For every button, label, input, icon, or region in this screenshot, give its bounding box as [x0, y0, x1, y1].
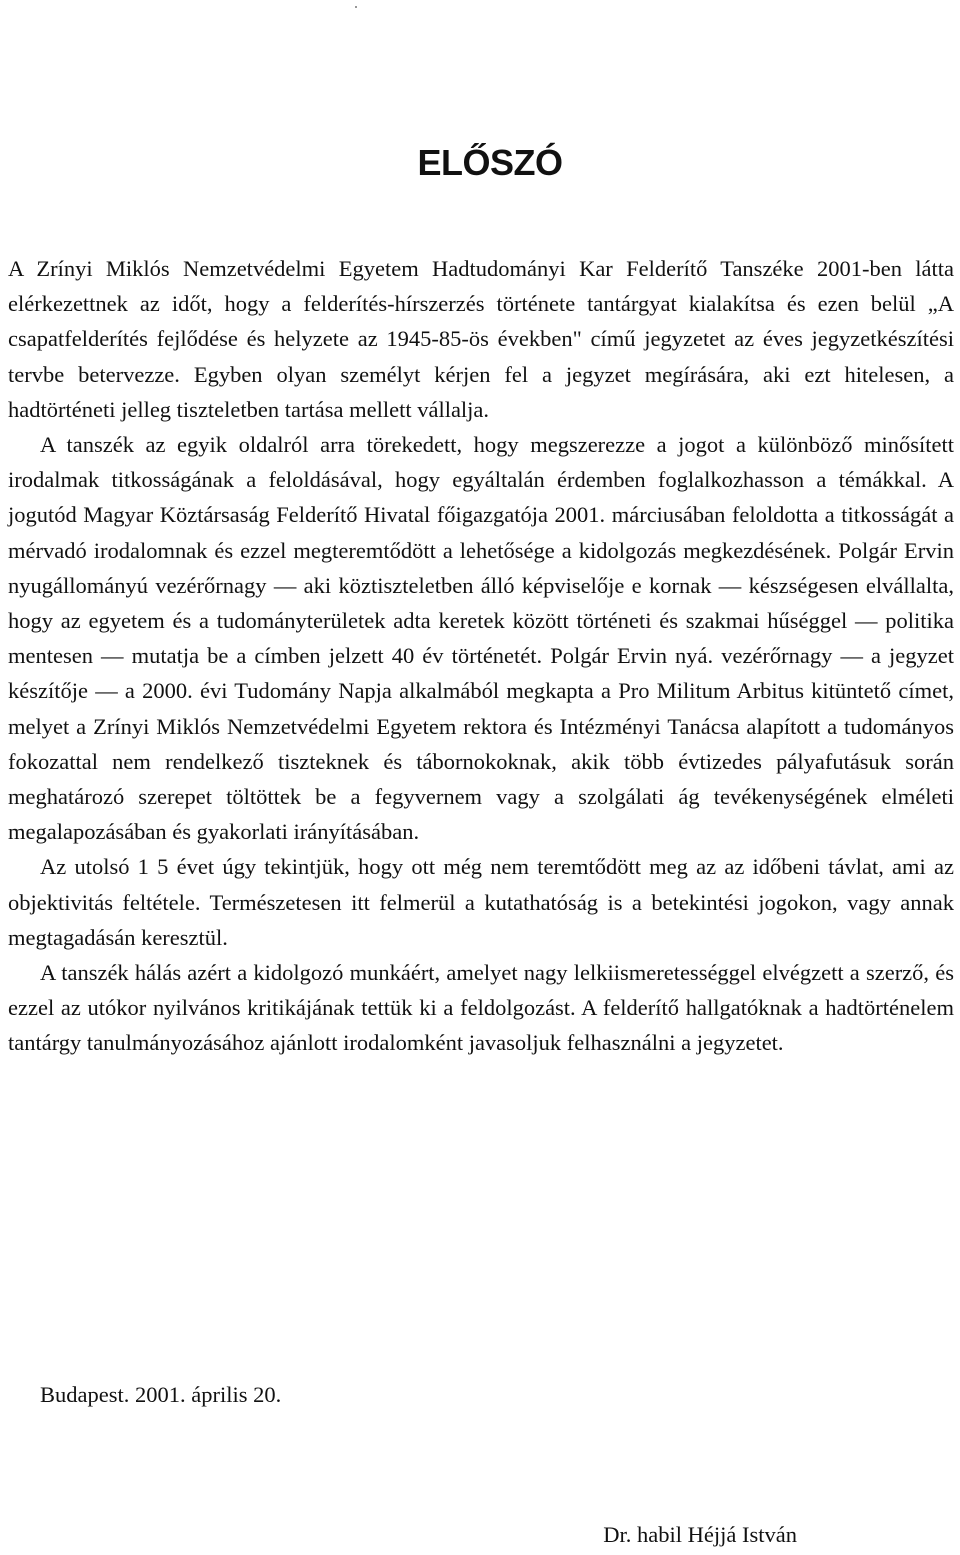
- signature: Dr. habil Héjjá István: [603, 1522, 797, 1547]
- paragraph-3: Az utolsó 1 5 évet úgy tekintjük, hogy ott még nem teremtődött meg az az időbeni távlat, ami az objektivitás feltétele. Természetesen itt felmerül a kutathatóság is a betekintési jogokon, vagy annak megtagadásán keresztül.: [8, 854, 954, 950]
- paragraph-2: A tanszék az egyik oldalról arra törekedett, hogy megszerezze a jogot a különböző minősített irodalmak titkosságának a feloldásával, hogy egyáltalán érdemben foglalkozhasson a témákkal. A jogutód Magyar Köztársaság Felderítő Hivatal főigazgatója 2001. márciusában feloldotta a titkosságát a mérvadó irodalomnak és ezzel megteremtődött a lehetősége a kidolgozás megkezdésének. Polgár Ervin nyugállományú vezérőrnagy — aki köztiszteletben álló képviselője e kornak — készségesen elvállalta, hogy az egyetem és a tudományterületek adta keretek között történeti és szakmai hűséggel — politika mentesen — mutatja be a címben jelzett 40 év történetét. Polgár Ervin nyá. vezérőrnagy — a jegyzet készítője — a 2000. évi Tudomány Napja alkalmából megkapta a Pro Militum Arbitus kitüntető címet, melyet a Zrínyi Miklós Nemzetvédelmi Egyetem rektora és Intézményi Tanácsa alapított a tudományos fokozattal nem rendelkező tiszteknek és tábornokoknak, akik több évtizedes pályafutásuk során meghatározó szerepet töltöttek be a fegyvernem vagy a szolgálati ág tevékenységének elméleti megalapozásában és gyakorlati irányításában.: [8, 432, 954, 845]
- page-title: ELŐSZÓ: [417, 142, 563, 183]
- scan-speck: [355, 6, 357, 8]
- paragraph-1: A Zrínyi Miklós Nemzetvédelmi Egyetem Hadtudományi Kar Felderítő Tanszéke 2001-ben látta elérkezettnek az időt, hogy a felderítés-hírszerzés története tantárgyat kialakítsa és ezen belül „A csapatfelderítés fejlődése és helyzete az 1945-85-ös években" című jegyzetet az éves jegyzetkészítési tervbe betervezze. Egyben olyan személyt kérjen fel a jegyzet megírására, aki ezt hitelesen, a hadtörténeti jelleg tiszteletben tartása mellett vállalja.: [8, 256, 954, 422]
- place-date: Budapest. 2001. április 20.: [40, 1382, 282, 1407]
- body-text: [8, 251, 954, 1061]
- paragraph-4: A tanszék hálás azért a kidolgozó munkáért, amelyet nagy lelkiismeretességgel elvégzett a szerző, és ezzel az utókor nyilvános kritikájának tettük ki a feldolgozást. A felderítő hallgatóknak a hadtörténelem tantárgy tanulmányozásához ajánlott irodalomként javasoljuk felhasználni a jegyzetet.: [8, 960, 954, 1056]
